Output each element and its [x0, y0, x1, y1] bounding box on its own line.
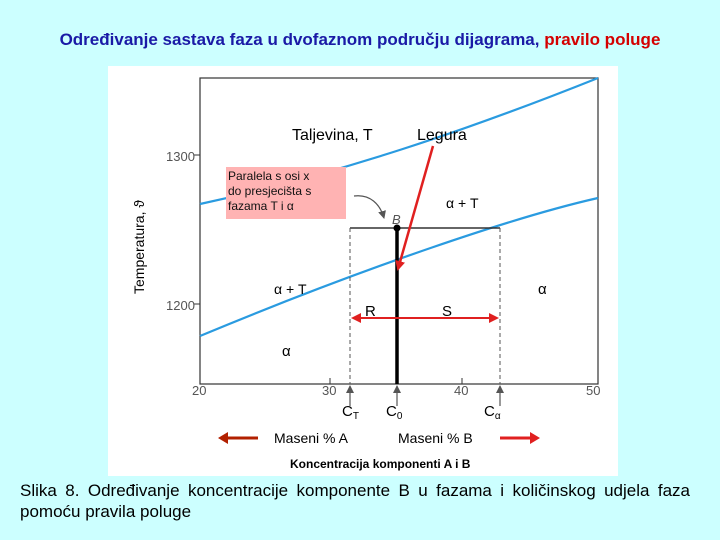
plot-frame — [200, 78, 598, 384]
x-tick-label-50: 50 — [586, 383, 601, 398]
label-point-b: B — [392, 212, 401, 227]
label-alpha-plus-t-upper: α + T — [446, 195, 479, 211]
label-ct: $C_T$ — [342, 403, 359, 422]
arrow-left-icon — [218, 432, 228, 444]
label-alpha-right: α — [538, 281, 547, 298]
phase-diagram-panel — [108, 66, 618, 476]
label-alpha-plus-t-lower: α + T — [274, 281, 307, 297]
note-pointer-arrow — [354, 196, 384, 218]
slide-title — [0, 30, 720, 50]
x-tick-label-40: 40 — [454, 383, 469, 398]
label-liquid: Taljevina, T — [292, 127, 373, 144]
y-tick-label-1300: 1300 — [166, 149, 195, 164]
note-line-2: do presjecišta s — [228, 184, 312, 198]
note-line-3: fazama T i α — [228, 199, 294, 213]
figure-caption: Slika 8. Određivanje koncentracije komponente B u fazama i količinskog udjela faza pomoću pravila poluge — [20, 481, 690, 521]
label-alloy: Legura — [417, 127, 467, 144]
arrow-right-icon — [530, 432, 540, 444]
y-tick-label-1200: 1200 — [166, 298, 195, 313]
title-main: Određivanje sastava faza u dvofaznom području dijagrama, — [59, 30, 545, 49]
arrow-left-label: Maseni % A — [274, 430, 348, 446]
arrow-right-label: Maseni % B — [398, 430, 473, 446]
label-alpha-lower: α — [282, 343, 291, 360]
y-axis-label: Temperatura, ϑ — [131, 199, 147, 294]
x-axis-title: Koncentracija komponenti A i B — [290, 457, 471, 471]
label-c0: $C_0$ — [386, 403, 403, 422]
note-line-1: Paralela s osi x — [228, 169, 310, 183]
x-tick-label-30: 30 — [322, 383, 337, 398]
x-tick-label-20: 20 — [192, 383, 207, 398]
alloy-pointer-arrow — [398, 146, 433, 269]
label-ca: $C_\alpha$ — [484, 403, 501, 422]
label-r: R — [365, 303, 376, 320]
phase-diagram — [108, 66, 618, 476]
title-accent: pravilo poluge — [544, 30, 661, 49]
label-s: S — [442, 303, 453, 320]
